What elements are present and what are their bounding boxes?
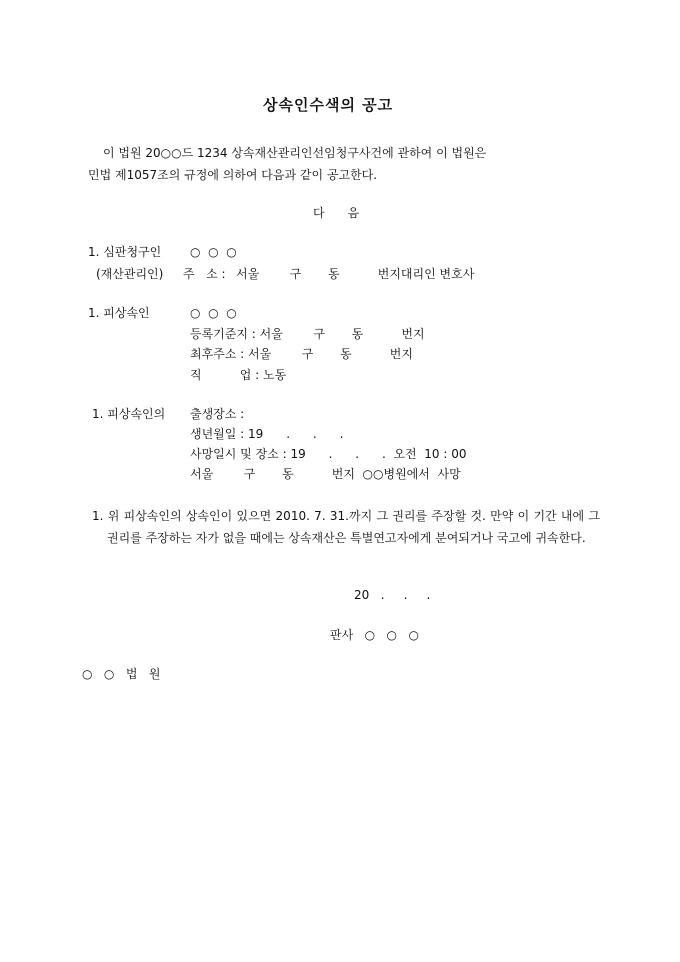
decedent-details-label: 1. 피상속인의 [92, 407, 166, 421]
property-manager-label: (재산관리인) [96, 267, 164, 281]
notice-date: 20 . . . [354, 588, 431, 602]
birthplace: 출생장소 : [190, 407, 245, 421]
petitioner-name: ○ ○ ○ [190, 245, 237, 259]
decedent-name: ○ ○ ○ [190, 306, 237, 320]
registered-domicile: 등록기준지 : 서울 구 동 번지 [190, 327, 425, 341]
court-name: ○ ○ 법 원 [82, 667, 161, 681]
intro-line-1: 이 법원 20○○드 1234 상속재산관리인선임청구사건에 관하여 이 법원은 [103, 146, 487, 160]
petitioner-label: 1. 심판청구인 [88, 245, 162, 259]
claim-notice: 1. 위 피상속인의 상속인이 있으면 2010. 7. 31.까지 그 권리를 주장할 것. 만약 이 기간 내에 그 권리를 주장하는 자가 없을 때에는 상속재산은 특별연고자에게 분여되거나 국고에 귀속한다. [92, 509, 600, 545]
section-heading: 다 음 [313, 206, 360, 220]
death-date-place: 사망일시 및 장소 : 19 . . . 오전 10 : 00 [190, 447, 467, 461]
judge-signature: 판사 ○ ○ ○ [330, 628, 419, 642]
document-title: 상속인수색의 공고 [263, 96, 394, 114]
address-value: 서울 구 동 번지대리인 변호사 [236, 267, 475, 281]
decedent-label: 1. 피상속인 [88, 306, 150, 320]
birthdate: 생년월일 : 19 . . . [190, 427, 344, 441]
death-location: 서울 구 동 번지 ○○병원에서 사망 [190, 467, 461, 481]
intro-line-2: 민법 제1057조의 규정에 의하여 다음과 같이 공고한다. [88, 168, 378, 182]
address-label: 주 소 : [183, 267, 226, 281]
occupation: 직 업 : 노동 [190, 368, 287, 382]
last-address: 최후주소 : 서울 구 동 번지 [190, 347, 413, 361]
